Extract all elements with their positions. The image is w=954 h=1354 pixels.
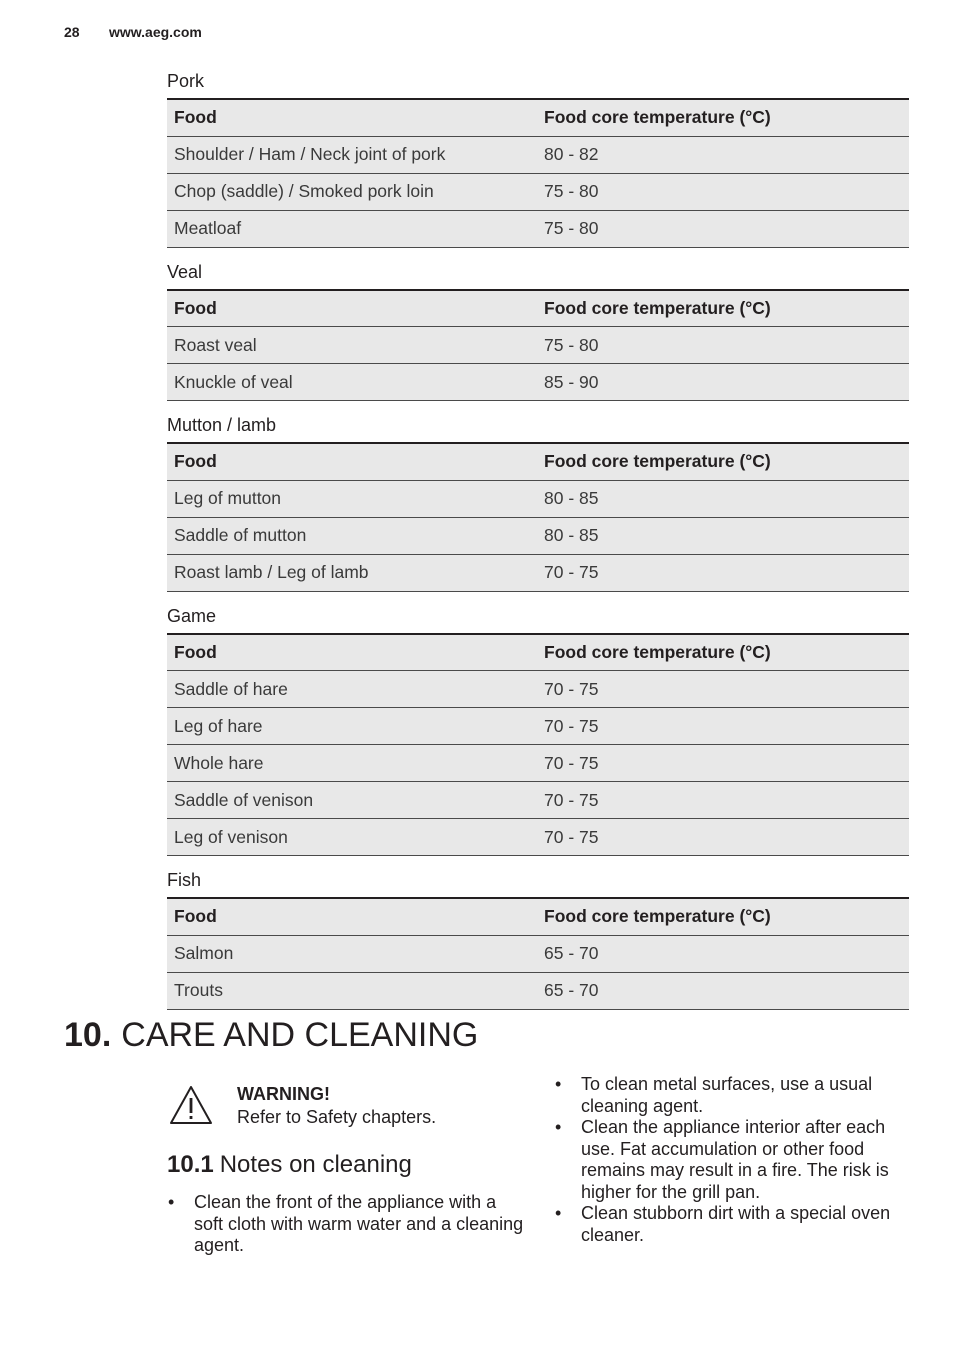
food-cell: Roast lamb / Leg of lamb [167,554,537,591]
temperature-cell: 70 - 75 [537,554,909,591]
header-food: Food [167,99,537,136]
table-row [167,480,909,517]
table-header-row [167,898,909,935]
table-row [167,671,909,708]
food-cell: Chop (saddle) / Smoked pork loin [167,173,537,210]
header-food: Food [167,634,537,671]
temperature-table [167,442,909,592]
bullet-icon: • [555,1074,562,1094]
header-temperature: Food core temperature (°C) [537,634,909,671]
temperature-cell: 85 - 90 [537,364,909,401]
table-row [167,554,909,591]
table-row [167,819,909,856]
bullet-item [555,1203,905,1246]
bullet-icon: • [555,1117,562,1137]
chapter-title: CARE AND CLEANING [121,1016,479,1054]
food-cell: Whole hare [167,745,537,782]
temperature-cell: 70 - 75 [537,819,909,856]
chapter-number: 10. [64,1016,112,1054]
subsection-number: 10.1 [167,1151,214,1178]
food-cell: Shoulder / Ham / Neck joint of pork [167,136,537,173]
header-temperature: Food core temperature (°C) [537,99,909,136]
table-row [167,517,909,554]
subsection-heading [167,1151,412,1179]
bullet-list-right [555,1074,905,1246]
temperature-cell: 70 - 75 [537,782,909,819]
table-row [167,327,909,364]
food-cell: Saddle of mutton [167,517,537,554]
temperature-table [167,289,909,402]
section-title: Fish [167,870,202,890]
website-url: www.aeg.com [109,24,202,40]
bullet-text: Clean the appliance interior after each use. Fat accumulation or other food remains may result in a fire. The risk is higher for the grill pan. [581,1117,889,1202]
table-row [167,210,909,247]
food-cell: Saddle of hare [167,671,537,708]
section-title: Veal [167,261,203,282]
temperature-cell: 80 - 85 [537,517,909,554]
header-temperature: Food core temperature (°C) [537,898,909,935]
temperature-cell: 70 - 75 [537,745,909,782]
bullet-item [555,1074,905,1117]
header-temperature: Food core temperature (°C) [537,443,909,480]
warning-triangle-icon [169,1085,213,1125]
header-temperature: Food core temperature (°C) [537,290,909,327]
header-food: Food [167,898,537,935]
temperature-cell: 80 - 82 [537,136,909,173]
temperature-cell: 65 - 70 [537,972,909,1009]
section-title: Mutton / lamb [167,415,277,435]
table-row [167,972,909,1009]
bullet-list-left [168,1192,528,1257]
warning-title: WARNING! [237,1084,330,1104]
table-row [167,935,909,972]
food-cell: Roast veal [167,327,537,364]
temperature-table [167,897,909,1010]
bullet-icon: • [555,1203,562,1223]
bullet-item [168,1192,528,1257]
temperature-cell: 70 - 75 [537,671,909,708]
food-cell: Leg of venison [167,819,537,856]
table-row [167,708,909,745]
table-row [167,782,909,819]
bullet-text: Clean the front of the appliance with a soft cloth with warm water and a cleaning agent. [194,1192,524,1255]
table-row [167,364,909,401]
temperature-cell: 75 - 80 [537,173,909,210]
temperature-table [167,633,909,857]
table-header-row [167,99,909,136]
food-cell: Leg of hare [167,708,537,745]
bullet-icon: • [168,1192,175,1212]
food-cell: Meatloaf [167,210,537,247]
temperature-cell: 75 - 80 [537,210,909,247]
header-food: Food [167,443,537,480]
table-header-row [167,443,909,480]
section-title: Game [167,605,217,626]
page-number: 28 [64,24,80,40]
food-cell: Knuckle of veal [167,364,537,401]
temperature-cell: 65 - 70 [537,935,909,972]
section-title: Pork [167,71,205,91]
header-food: Food [167,290,537,327]
table-row [167,136,909,173]
temperature-table [167,98,909,248]
temperature-cell: 80 - 85 [537,480,909,517]
food-cell: Salmon [167,935,537,972]
bullet-text: To clean metal surfaces, use a usual cleaning agent. [581,1074,873,1116]
food-cell: Saddle of venison [167,782,537,819]
temperature-tables [167,68,909,1021]
warning-text: Refer to Safety chapters. [237,1107,437,1127]
food-cell: Leg of mutton [167,480,537,517]
table-row [167,745,909,782]
bullet-item [555,1117,905,1203]
temperature-cell: 75 - 80 [537,327,909,364]
chapter-heading [64,1016,478,1055]
bullet-text: Clean stubborn dirt with a special oven cleaner. [581,1203,891,1245]
temperature-cell: 70 - 75 [537,708,909,745]
subsection-title: Notes on cleaning [219,1151,412,1178]
table-row [167,173,909,210]
table-header-row [167,290,909,327]
food-cell: Trouts [167,972,537,1009]
table-header-row [167,634,909,671]
